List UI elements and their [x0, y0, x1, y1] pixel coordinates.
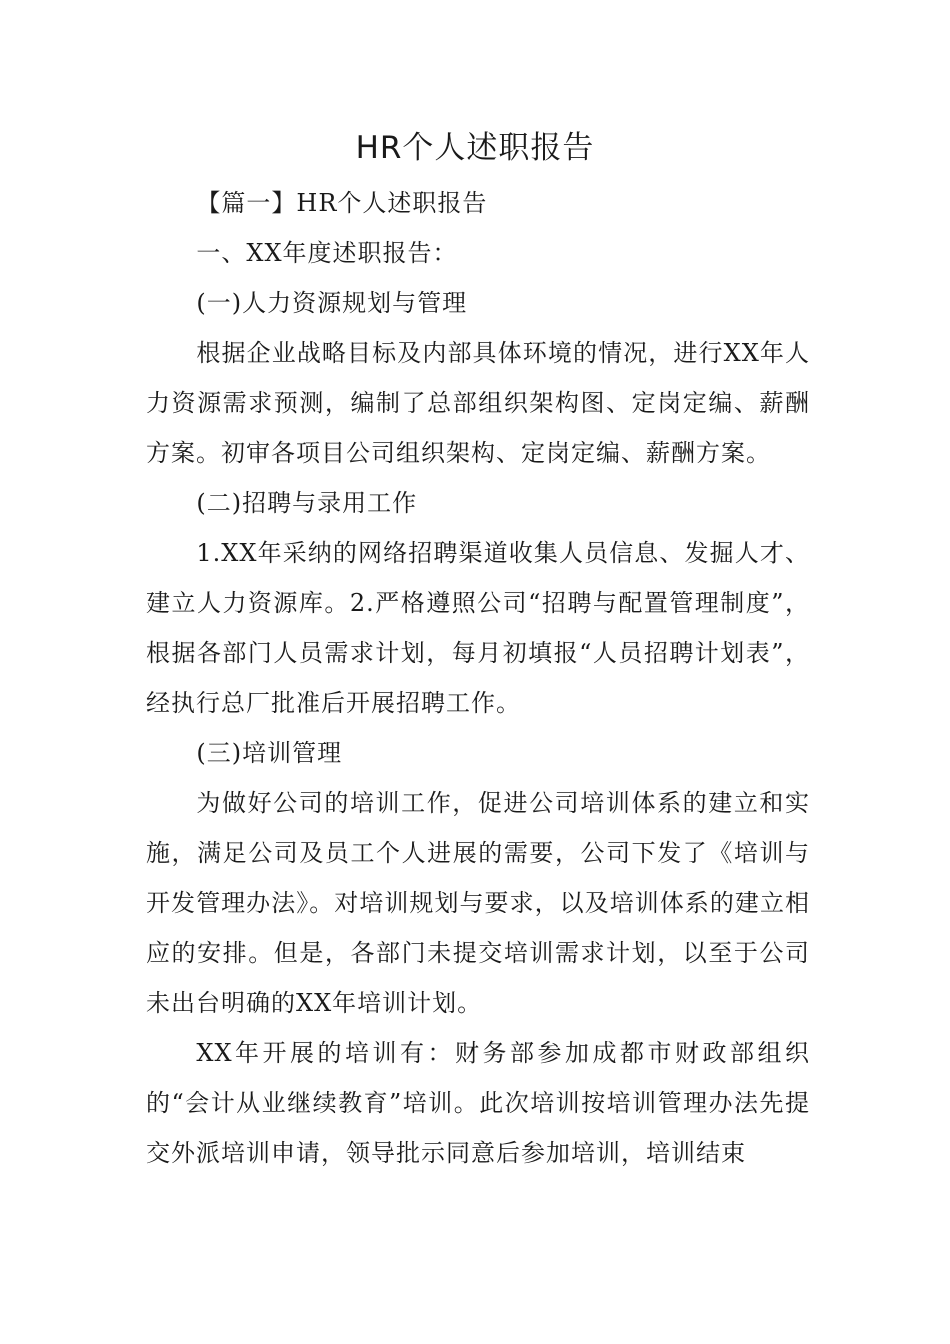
subsection-heading-recruitment: (二)招聘与录用工作	[196, 489, 418, 517]
subsection-heading-training: (三)培训管理	[196, 739, 343, 767]
document-body	[146, 178, 810, 1178]
section-heading-part-one: 【篇一】HR个人述职报告	[196, 189, 488, 217]
subsection-heading-hr-planning: (一)人力资源规划与管理	[196, 289, 468, 317]
paragraph-training-activities: XX年开展的培训有：财务部参加成都市财政部组织的“会计从业继续教育”培训。此次培训按培训管理办法先提交外派培训申请，领导批示同意后参加培训，培训结束	[146, 1039, 810, 1167]
document-title: HR个人述职报告	[355, 130, 595, 166]
section-heading-annual-report: 一、XX年度述职报告：	[196, 239, 458, 267]
paragraph-hr-planning: 根据企业战略目标及内部具体环境的情况，进行XX年人力资源需求预测，编制了总部组织架构图、定岗定编、薪酬方案。初审各项目公司组织架构、定岗定编、薪酬方案。	[146, 339, 810, 467]
paragraph-training: 为做好公司的培训工作，促进公司培训体系的建立和实施，满足公司及员工个人进展的需要，公司下发了《培训与开发管理办法》。对培训规划与要求，以及培训体系的建立相应的安排。但是，各部门未提交培训需求计划，以至于公司未出台明确的XX年培训计划。	[146, 789, 810, 1017]
paragraph-recruitment: 1.XX年采纳的网络招聘渠道收集人员信息、发掘人才、建立人力资源库。2.严格遵照公司“招聘与配置管理制度”，根据各部门人员需求计划，每月初填报“人员招聘计划表”，经执行总厂批准后开展招聘工作。	[146, 539, 810, 717]
